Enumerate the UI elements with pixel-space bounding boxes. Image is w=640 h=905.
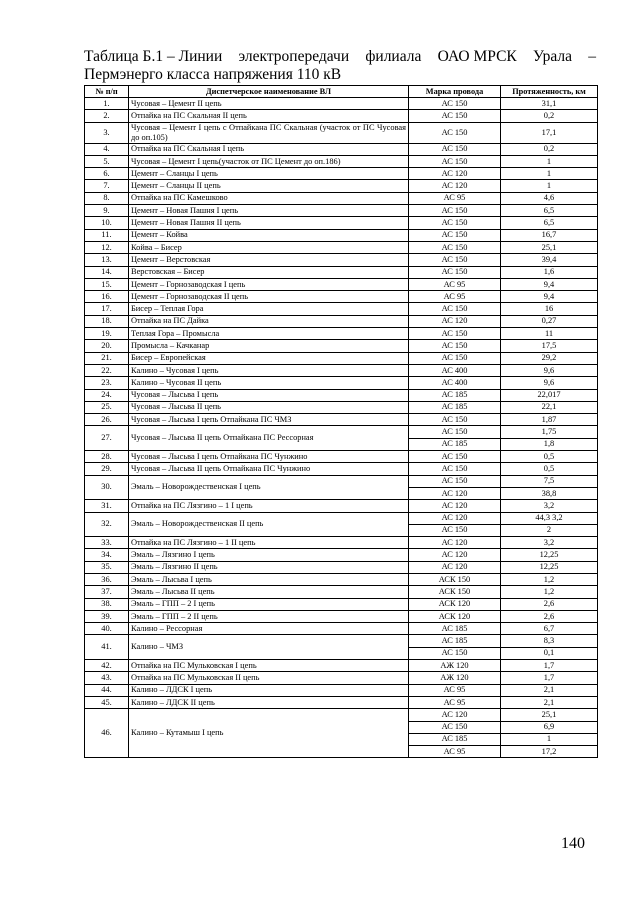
row-number: 14. <box>85 266 129 278</box>
table-row <box>85 500 598 512</box>
wire-mark: АС 150 <box>409 463 501 475</box>
row-number: 45. <box>85 696 129 708</box>
table-row <box>85 660 598 672</box>
row-number: 15. <box>85 278 129 290</box>
table-row <box>85 635 598 647</box>
wire-mark: АС 150 <box>409 524 501 536</box>
caption-line-1 <box>84 48 596 66</box>
wire-mark: АС 120 <box>409 561 501 573</box>
table-row <box>85 98 598 110</box>
table-row <box>85 122 598 143</box>
row-number: 1. <box>85 98 129 110</box>
wire-mark: АС 120 <box>409 709 501 721</box>
wire-mark: АС 150 <box>409 475 501 487</box>
line-length: 1,75 <box>501 426 598 438</box>
line-name: Чусовая – Лысьва II цепь Отпайкана ПС Чунжино <box>129 463 409 475</box>
row-number: 11. <box>85 229 129 241</box>
wire-mark: АС 150 <box>409 143 501 155</box>
row-number: 41. <box>85 635 129 660</box>
wire-mark: АС 150 <box>409 352 501 364</box>
line-name: Чусовая – Цемент II цепь <box>129 98 409 110</box>
table-row <box>85 684 598 696</box>
wire-mark: АС 150 <box>409 303 501 315</box>
table-row <box>85 389 598 401</box>
row-number: 27. <box>85 426 129 451</box>
wire-mark: АС 150 <box>409 647 501 659</box>
table-row <box>85 278 598 290</box>
line-name: Отпайка на ПС Скальная I цепь <box>129 143 409 155</box>
line-name: Калино – ЧМЗ <box>129 635 409 660</box>
line-name: Калино – Чусовая I цепь <box>129 364 409 376</box>
line-length: 44,3 3,2 <box>501 512 598 524</box>
line-name: Цемент – Сланцы II цепь <box>129 180 409 192</box>
wire-mark: АЖ 120 <box>409 672 501 684</box>
wire-mark: АС 150 <box>409 122 501 143</box>
line-length: 6,9 <box>501 721 598 733</box>
line-length: 2 <box>501 524 598 536</box>
table-row <box>85 303 598 315</box>
row-number: 35. <box>85 561 129 573</box>
row-number: 21. <box>85 352 129 364</box>
wire-mark: АС 185 <box>409 389 501 401</box>
line-name: Отпайка на ПС Лязгино – 1 II цепь <box>129 537 409 549</box>
line-name: Отпайка на ПС Мульковская I цепь <box>129 660 409 672</box>
row-number: 43. <box>85 672 129 684</box>
line-length: 1 <box>501 155 598 167</box>
row-number: 31. <box>85 500 129 512</box>
row-number: 26. <box>85 414 129 426</box>
wire-mark: АС 185 <box>409 623 501 635</box>
line-name: Цемент – Сланцы I цепь <box>129 168 409 180</box>
row-number: 22. <box>85 364 129 376</box>
line-length: 9,4 <box>501 291 598 303</box>
row-number: 17. <box>85 303 129 315</box>
wire-mark: АС 120 <box>409 487 501 499</box>
line-name: Цемент – Горнозаводская II цепь <box>129 291 409 303</box>
line-length: 12,25 <box>501 561 598 573</box>
row-number: 2. <box>85 110 129 122</box>
caption-word: Таблица Б.1 – Линии <box>84 48 223 65</box>
line-name: Верстовская – Бисер <box>129 266 409 278</box>
table-row <box>85 475 598 487</box>
line-length: 31,1 <box>501 98 598 110</box>
table-row <box>85 364 598 376</box>
line-length: 3,2 <box>501 500 598 512</box>
row-number: 3. <box>85 122 129 143</box>
row-number: 12. <box>85 241 129 253</box>
line-name: Калино – Чусовая II цепь <box>129 377 409 389</box>
row-number: 30. <box>85 475 129 500</box>
table-row <box>85 266 598 278</box>
line-name: Отпайка на ПС Мульковская II цепь <box>129 672 409 684</box>
wire-mark: АС 185 <box>409 438 501 450</box>
line-length: 17,1 <box>501 122 598 143</box>
header-number: № п/п <box>85 86 129 98</box>
table-row <box>85 672 598 684</box>
table-row <box>85 168 598 180</box>
wire-mark: АС 95 <box>409 684 501 696</box>
table-row <box>85 537 598 549</box>
line-name: Цемент – Новая Пашня I цепь <box>129 205 409 217</box>
line-length: 0,27 <box>501 315 598 327</box>
table-row <box>85 315 598 327</box>
wire-mark: АС 95 <box>409 278 501 290</box>
wire-mark: АС 150 <box>409 217 501 229</box>
caption-line-2: Пермэнерго класса напряжения 110 кВ <box>84 66 342 83</box>
line-length: 9,4 <box>501 278 598 290</box>
line-length: 2,1 <box>501 696 598 708</box>
wire-mark: АС 120 <box>409 500 501 512</box>
line-length: 29,2 <box>501 352 598 364</box>
table-row <box>85 598 598 610</box>
line-name: Калино – Кутамыш I цепь <box>129 709 409 758</box>
caption-word: ОАО МРСК <box>437 48 517 65</box>
line-name: Промысла – Качканар <box>129 340 409 352</box>
wire-mark: АС 150 <box>409 414 501 426</box>
wire-mark: АС 120 <box>409 315 501 327</box>
wire-mark: АС 150 <box>409 340 501 352</box>
wire-mark: АС 120 <box>409 512 501 524</box>
line-length: 4,6 <box>501 192 598 204</box>
wire-mark: АС 150 <box>409 266 501 278</box>
wire-mark: АС 150 <box>409 110 501 122</box>
table-body <box>85 98 598 758</box>
table-row <box>85 586 598 598</box>
table-row <box>85 254 598 266</box>
wire-mark: АС 150 <box>409 328 501 340</box>
row-number: 8. <box>85 192 129 204</box>
wire-mark: АС 185 <box>409 635 501 647</box>
table-caption <box>84 48 596 84</box>
row-number: 36. <box>85 573 129 585</box>
line-name: Цемент – Горнозаводская I цепь <box>129 278 409 290</box>
line-name: Отпайка на ПС Скальная II цепь <box>129 110 409 122</box>
line-name: Цемент – Верстовская <box>129 254 409 266</box>
row-number: 37. <box>85 586 129 598</box>
wire-mark: АС 120 <box>409 549 501 561</box>
line-length: 7,5 <box>501 475 598 487</box>
table-row <box>85 463 598 475</box>
wire-mark: АС 120 <box>409 168 501 180</box>
table-row <box>85 573 598 585</box>
line-length: 9,6 <box>501 377 598 389</box>
line-name: Отпайка на ПС Дайка <box>129 315 409 327</box>
line-length: 8,3 <box>501 635 598 647</box>
line-length: 1 <box>501 733 598 745</box>
row-number: 7. <box>85 180 129 192</box>
wire-mark: АС 150 <box>409 98 501 110</box>
header-length: Протяженность, км <box>501 86 598 98</box>
wire-mark: АС 120 <box>409 180 501 192</box>
table-row <box>85 401 598 413</box>
wire-mark: АСК 120 <box>409 598 501 610</box>
line-length: 1,8 <box>501 438 598 450</box>
line-length: 6,5 <box>501 205 598 217</box>
row-number: 9. <box>85 205 129 217</box>
line-name: Калино – ЛДСК II цепь <box>129 696 409 708</box>
table-row <box>85 180 598 192</box>
row-number: 46. <box>85 709 129 758</box>
line-length: 17,2 <box>501 746 598 758</box>
table-row <box>85 512 598 524</box>
wire-mark: АС 95 <box>409 291 501 303</box>
row-number: 13. <box>85 254 129 266</box>
wire-mark: АС 150 <box>409 451 501 463</box>
row-number: 16. <box>85 291 129 303</box>
row-number: 34. <box>85 549 129 561</box>
row-number: 32. <box>85 512 129 537</box>
page-number: 140 <box>561 835 585 852</box>
line-length: 25,1 <box>501 241 598 253</box>
line-length: 12,25 <box>501 549 598 561</box>
line-length: 1,6 <box>501 266 598 278</box>
row-number: 4. <box>85 143 129 155</box>
table-row <box>85 155 598 167</box>
line-name: Чусовая – Лысьва I цепь <box>129 389 409 401</box>
line-length: 2,6 <box>501 610 598 622</box>
row-number: 18. <box>85 315 129 327</box>
wire-mark: АС 95 <box>409 746 501 758</box>
table-row <box>85 610 598 622</box>
line-length: 17,5 <box>501 340 598 352</box>
table-row <box>85 229 598 241</box>
line-length: 25,1 <box>501 709 598 721</box>
table-row <box>85 696 598 708</box>
table-row <box>85 340 598 352</box>
row-number: 6. <box>85 168 129 180</box>
wire-mark: АС 400 <box>409 377 501 389</box>
wire-mark: АС 185 <box>409 401 501 413</box>
wire-mark: АС 150 <box>409 426 501 438</box>
row-number: 25. <box>85 401 129 413</box>
line-name: Цемент – Койва <box>129 229 409 241</box>
line-length: 9,6 <box>501 364 598 376</box>
line-name: Койва – Бисер <box>129 241 409 253</box>
line-name: Эмаль – Лысьва II цепь <box>129 586 409 598</box>
table-row <box>85 192 598 204</box>
table-row <box>85 352 598 364</box>
wire-mark: АС 185 <box>409 733 501 745</box>
row-number: 38. <box>85 598 129 610</box>
table-row <box>85 110 598 122</box>
wire-mark: АСК 120 <box>409 610 501 622</box>
line-length: 2,1 <box>501 684 598 696</box>
row-number: 23. <box>85 377 129 389</box>
wire-mark: АСК 150 <box>409 573 501 585</box>
wire-mark: АЖ 120 <box>409 660 501 672</box>
row-number: 44. <box>85 684 129 696</box>
line-length: 1 <box>501 180 598 192</box>
line-length: 11 <box>501 328 598 340</box>
table-row <box>85 549 598 561</box>
wire-mark: АС 150 <box>409 721 501 733</box>
line-name: Калино – ЛДСК I цепь <box>129 684 409 696</box>
table-row <box>85 291 598 303</box>
line-name: Эмаль – Лязгино I цепь <box>129 549 409 561</box>
line-name: Чусовая – Лысьва I цепь Отпайкана ПС Чунжино <box>129 451 409 463</box>
header-wire-mark: Марка провода <box>409 86 501 98</box>
line-length: 16 <box>501 303 598 315</box>
wire-mark: АС 150 <box>409 229 501 241</box>
line-length: 6,7 <box>501 623 598 635</box>
line-name: Эмаль – Новорождественская I цепь <box>129 475 409 500</box>
line-length: 1,2 <box>501 573 598 585</box>
line-length: 1,7 <box>501 672 598 684</box>
wire-mark: АС 95 <box>409 192 501 204</box>
line-name: Отпайка на ПС Камешково <box>129 192 409 204</box>
line-length: 1,87 <box>501 414 598 426</box>
caption-word: Урала <box>533 48 573 65</box>
row-number: 5. <box>85 155 129 167</box>
wire-mark: АС 120 <box>409 537 501 549</box>
table-row <box>85 241 598 253</box>
wire-mark: АС 150 <box>409 241 501 253</box>
line-length: 1,2 <box>501 586 598 598</box>
wire-mark: АС 150 <box>409 205 501 217</box>
line-length: 16,7 <box>501 229 598 241</box>
line-name: Эмаль – Лысьва I цепь <box>129 573 409 585</box>
line-name: Теплая Гора – Промысла <box>129 328 409 340</box>
line-length: 22,017 <box>501 389 598 401</box>
line-name: Отпайка на ПС Лязгино – 1 I цепь <box>129 500 409 512</box>
wire-mark: АС 400 <box>409 364 501 376</box>
row-number: 39. <box>85 610 129 622</box>
caption-word: электропередачи <box>238 48 350 65</box>
line-length: 2,6 <box>501 598 598 610</box>
line-name: Чусовая – Лысьва II цепь Отпайкана ПС Рессорная <box>129 426 409 451</box>
table-row <box>85 205 598 217</box>
table-header-row <box>85 86 598 98</box>
row-number: 24. <box>85 389 129 401</box>
wire-mark: АС 150 <box>409 254 501 266</box>
table-row <box>85 623 598 635</box>
caption-word: филиала <box>365 48 422 65</box>
row-number: 29. <box>85 463 129 475</box>
wire-mark: АС 150 <box>409 155 501 167</box>
table-row <box>85 143 598 155</box>
line-name: Эмаль – ГПП – 2 II цепь <box>129 610 409 622</box>
table-row <box>85 414 598 426</box>
line-name: Чусовая – Цемент I цепь(участок от ПС Цемент до оп.186) <box>129 155 409 167</box>
table-row <box>85 426 598 438</box>
table-row <box>85 217 598 229</box>
line-name: Эмаль – Новорождественская II цепь <box>129 512 409 537</box>
table-row <box>85 328 598 340</box>
row-number: 42. <box>85 660 129 672</box>
line-length: 0,5 <box>501 463 598 475</box>
line-length: 6,5 <box>501 217 598 229</box>
line-name: Бисер – Теплая Гора <box>129 303 409 315</box>
line-length: 0,1 <box>501 647 598 659</box>
row-number: 20. <box>85 340 129 352</box>
row-number: 19. <box>85 328 129 340</box>
line-name: Чусовая – Лысьва II цепь <box>129 401 409 413</box>
line-length: 3,2 <box>501 537 598 549</box>
header-line-name: Диспетчерское наименование ВЛ <box>129 86 409 98</box>
power-lines-table <box>84 85 598 758</box>
line-length: 22,1 <box>501 401 598 413</box>
row-number: 28. <box>85 451 129 463</box>
line-name: Чусовая – Цемент I цепь с Отпайкана ПС Скальная (участок от ПС Чусовая до оп.105) <box>129 122 409 143</box>
line-length: 38,8 <box>501 487 598 499</box>
row-number: 40. <box>85 623 129 635</box>
table-row <box>85 377 598 389</box>
line-name: Калино – Рессорная <box>129 623 409 635</box>
table-row <box>85 451 598 463</box>
line-length: 39,4 <box>501 254 598 266</box>
row-number: 10. <box>85 217 129 229</box>
table-row <box>85 709 598 721</box>
line-name: Бисер – Европейская <box>129 352 409 364</box>
line-length: 1 <box>501 168 598 180</box>
wire-mark: АСК 150 <box>409 586 501 598</box>
row-number: 33. <box>85 537 129 549</box>
line-name: Цемент – Новая Пашня II цепь <box>129 217 409 229</box>
line-name: Чусовая – Лысьва I цепь Отпайкана ПС ЧМЗ <box>129 414 409 426</box>
line-length: 0,2 <box>501 143 598 155</box>
table-row <box>85 561 598 573</box>
line-length: 1,7 <box>501 660 598 672</box>
line-name: Эмаль – ГПП – 2 I цепь <box>129 598 409 610</box>
line-length: 0,2 <box>501 110 598 122</box>
wire-mark: АС 95 <box>409 696 501 708</box>
line-name: Эмаль – Лязгино II цепь <box>129 561 409 573</box>
caption-word: – <box>588 48 596 65</box>
line-length: 0,5 <box>501 451 598 463</box>
